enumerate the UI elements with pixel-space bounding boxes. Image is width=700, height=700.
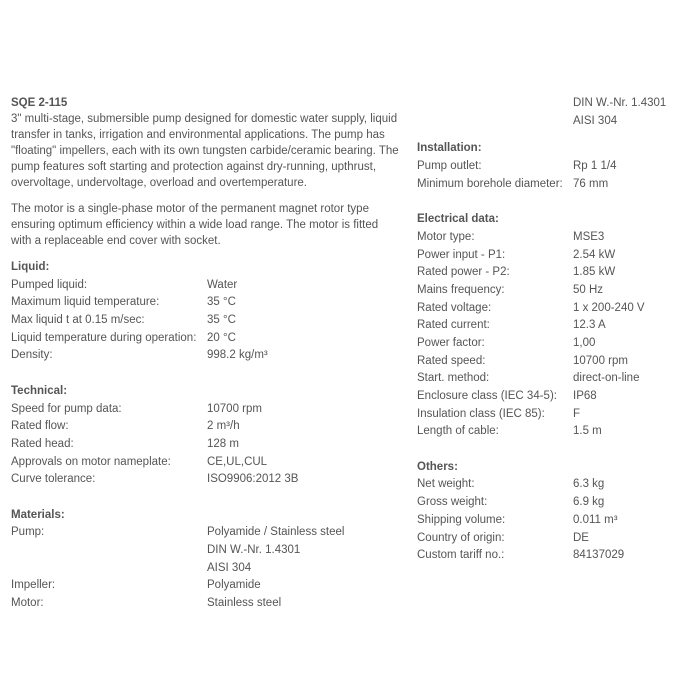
motor-material-row — [417, 95, 697, 113]
spec-row — [417, 176, 697, 194]
spec-value: F — [573, 407, 581, 420]
spec-row — [417, 158, 697, 176]
spec-row — [417, 282, 697, 300]
spec-row — [11, 436, 401, 454]
spec-label: Rated speed: — [417, 354, 486, 367]
spec-label: Pump outlet: — [417, 160, 482, 173]
spec-row — [11, 595, 401, 613]
spec-label: Rated current: — [417, 319, 490, 332]
spec-label: Rated flow: — [11, 420, 69, 433]
spec-value: CE,UL,CUL — [207, 455, 268, 468]
spec-value: DIN W.-Nr. 1.4301 — [573, 97, 667, 109]
others-section — [417, 459, 697, 565]
spec-row — [417, 476, 697, 494]
liquid-heading: Liquid: — [11, 261, 50, 273]
spec-label: Shipping volume: — [417, 513, 506, 526]
spec-row — [11, 542, 401, 560]
others-heading: Others: — [417, 460, 458, 473]
spec-value: 2.54 kW — [573, 248, 616, 261]
spec-row — [417, 423, 697, 441]
left-column — [11, 95, 401, 613]
spec-label: Net weight: — [417, 478, 475, 491]
spec-label: Curve tolerance: — [11, 473, 96, 486]
electrical-heading: Electrical data: — [417, 213, 499, 226]
spec-row — [417, 494, 697, 512]
spec-row — [417, 229, 697, 247]
spec-row — [11, 454, 401, 472]
spec-value: 6.3 kg — [573, 478, 605, 491]
spec-value: AISI 304 — [207, 561, 252, 574]
spec-row — [11, 277, 401, 295]
spec-value: 76 mm — [573, 177, 609, 190]
right-column — [417, 95, 697, 565]
installation-heading: Installation: — [417, 142, 482, 155]
spec-row — [417, 388, 697, 406]
spec-label: Country of origin: — [417, 531, 505, 544]
spec-label: Maximum liquid temperature: — [11, 296, 160, 309]
spec-label: Mains frequency: — [417, 283, 505, 296]
spec-value: direct-on-line — [573, 372, 640, 385]
spec-label: Insulation class (IEC 85): — [417, 407, 545, 420]
spec-row — [11, 560, 401, 578]
spec-label: Impeller: — [11, 579, 56, 592]
spec-label: Motor: — [11, 597, 44, 610]
spec-value: Polyamide — [207, 579, 261, 592]
spec-value: 1.85 kW — [573, 266, 616, 279]
spec-label: Custom tariff no.: — [417, 549, 505, 562]
spec-value: 6.9 kg — [573, 496, 605, 509]
spec-value: AISI 304 — [573, 114, 618, 127]
spec-value: 1 x 200-240 V — [573, 301, 645, 314]
spec-row — [417, 370, 697, 388]
spec-row — [11, 330, 401, 348]
spec-label: Length of cable: — [417, 425, 499, 438]
materials-section — [11, 507, 401, 613]
spec-label: Density: — [11, 349, 53, 362]
materials-heading: Materials: — [11, 508, 65, 521]
spec-value: 128 m — [207, 437, 239, 450]
spec-label — [11, 542, 207, 560]
spec-row — [11, 312, 401, 330]
spec-label: Speed for pump data: — [11, 402, 122, 415]
spec-row — [417, 300, 697, 318]
spec-row — [11, 347, 401, 365]
spec-label: Power factor: — [417, 336, 485, 349]
spec-row — [11, 471, 401, 489]
spec-value: 35 °C — [207, 296, 236, 309]
spec-value: 998.2 kg/m³ — [207, 349, 268, 362]
spec-value: 10700 rpm — [573, 354, 628, 367]
spec-row — [417, 512, 697, 530]
product-title: SQE 2-115 — [11, 97, 68, 109]
motor-material-row — [417, 113, 697, 131]
spec-value: 20 °C — [207, 331, 236, 344]
spec-label: Max liquid t at 0.15 m/sec: — [11, 314, 145, 327]
spec-value: 12.3 A — [573, 319, 606, 332]
motor-description: The motor is a single-phase motor of the permanent magnet rotor type ensuring optimum efficiency within a wide load range. The motor is fitted with a replaceable end cover with socket. — [11, 203, 379, 247]
spec-row — [417, 317, 697, 335]
spec-label: Minimum borehole diameter: — [417, 177, 563, 190]
spec-row — [11, 418, 401, 436]
spec-value: 1,00 — [573, 336, 596, 349]
spec-row — [417, 530, 697, 548]
spec-value: 2 m³/h — [207, 420, 240, 433]
spec-row — [417, 353, 697, 371]
spec-label: Liquid temperature during operation: — [11, 331, 197, 344]
spec-row — [417, 335, 697, 353]
spec-label: Motor type: — [417, 230, 475, 243]
spec-label: Power input - P1: — [417, 248, 506, 261]
spec-value: Rp 1 1/4 — [573, 160, 617, 173]
spec-row — [417, 547, 697, 565]
spec-value: 10700 rpm — [207, 402, 262, 415]
technical-heading: Technical: — [11, 384, 68, 397]
spec-value: 0.011 m³ — [573, 513, 618, 526]
spec-row — [417, 406, 697, 424]
product-description: 3" multi-stage, submersible pump designed for domestic water supply, liquid transfer in tanks, irrigation and environmental applications. The pump has "floating" impellers, each with its own tungsten carbide/ceramic bearing. The pump features soft starting and protection against dry-running, upthrust, overvoltage, undervoltage, overload and overtemperature. — [11, 113, 399, 189]
spec-value: Stainless steel — [207, 597, 282, 610]
spec-label: Start. method: — [417, 372, 490, 385]
spec-row — [417, 247, 697, 265]
spec-value: DE — [573, 531, 589, 544]
spec-value: ISO9906:2012 3B — [207, 473, 299, 486]
spec-row — [11, 577, 401, 595]
spec-value: 84137029 — [573, 549, 625, 562]
spec-row — [11, 294, 401, 312]
technical-section — [11, 383, 401, 489]
spec-row — [11, 401, 401, 419]
spec-label: Rated head: — [11, 437, 74, 450]
spec-value: 50 Hz — [573, 283, 604, 296]
spec-label: Approvals on motor nameplate: — [11, 455, 171, 468]
spec-label: Rated voltage: — [417, 301, 492, 314]
spec-label — [11, 560, 207, 578]
spec-value: IP68 — [573, 390, 597, 402]
spec-value: 1.5 m — [573, 425, 602, 438]
liquid-section — [11, 259, 401, 365]
spec-row — [11, 524, 401, 542]
spec-value: 35 °C — [207, 314, 236, 327]
electrical-section — [417, 211, 697, 441]
spec-label: Pumped liquid: — [11, 278, 88, 291]
spec-label: Gross weight: — [417, 496, 488, 509]
spec-value: DIN W.-Nr. 1.4301 — [207, 544, 301, 556]
spec-row — [417, 264, 697, 282]
spec-label: Enclosure class (IEC 34-5): — [417, 390, 557, 402]
spec-label: Rated power - P2: — [417, 266, 510, 279]
spec-value: Polyamide / Stainless steel — [207, 526, 345, 539]
spec-value: MSE3 — [573, 230, 605, 243]
installation-section — [417, 140, 697, 193]
spec-label: Pump: — [11, 526, 45, 539]
spec-value: Water — [207, 278, 238, 291]
